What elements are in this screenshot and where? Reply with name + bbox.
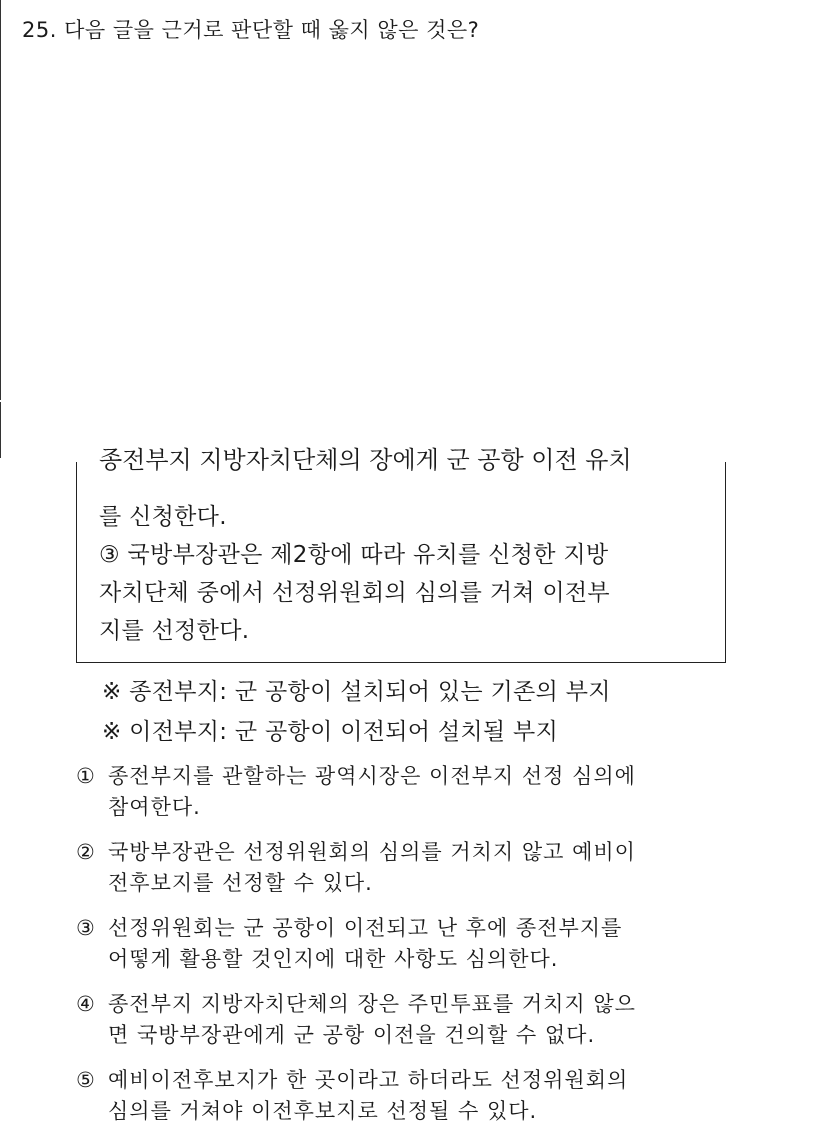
passage-cut-line: 종전부지 지방자치단체의 장에게 군 공항 이전 유치: [99, 446, 632, 474]
option-line: 어떻게 활용할 것인지에 대한 사항도 심의한다.: [108, 947, 559, 971]
option-line: 종전부지를 관할하는 광역시장은 이전부지 선정 심의에: [108, 764, 636, 788]
option-line: 선정위원회는 군 공항이 이전되고 난 후에 종전부지를: [108, 916, 623, 940]
passage-line: ③ 국방부장관은 제2항에 따라 유치를 신청한 지방: [99, 542, 609, 568]
option-5[interactable]: [76, 1065, 816, 1127]
option-number: ③: [76, 916, 95, 940]
page-margin-rule: [0, 0, 1, 400]
option-1[interactable]: [76, 761, 816, 823]
option-number: ①: [76, 764, 95, 788]
footnotes: [102, 672, 611, 752]
passage-text: [99, 498, 610, 650]
option-text: [108, 913, 622, 975]
option-line: 심의를 거쳐야 이전후보지로 선정될 수 있다.: [108, 1099, 538, 1123]
option-2[interactable]: [76, 837, 816, 899]
option-line: 종전부지 지방자치단체의 장은 주민투표를 거치지 않으: [108, 992, 636, 1016]
passage-line: 지를 선정한다.: [99, 618, 250, 644]
option-line: 면 국방부장관에게 군 공항 이전을 건의할 수 없다.: [108, 1023, 596, 1047]
option-text: [108, 761, 636, 823]
option-line: 국방부장관은 선정위원회의 심의를 거치지 않고 예비이: [108, 840, 636, 864]
footnote-prior-site: ※ 종전부지: 군 공항이 설치되어 있는 기존의 부지: [102, 679, 611, 705]
option-line: 전후보지를 선정할 수 있다.: [108, 871, 373, 895]
option-number: ⑤: [76, 1068, 95, 1092]
option-line: 예비이전후보지가 한 곳이라고 하더라도 선정위원회의: [108, 1068, 629, 1092]
footnote-relocation-site: ※ 이전부지: 군 공항이 이전되어 설치될 부지: [102, 719, 559, 745]
answer-options: [76, 761, 816, 1141]
option-4[interactable]: [76, 989, 816, 1051]
option-3[interactable]: [76, 913, 816, 975]
passage-line: 자치단체 중에서 선정위원회의 심의를 거쳐 이전부: [99, 580, 610, 606]
question-title: 25. 다음 글을 근거로 판단할 때 옳지 않은 것은?: [22, 18, 480, 42]
option-line: 참여한다.: [108, 795, 201, 819]
option-text: [108, 989, 636, 1051]
option-text: [108, 1065, 628, 1127]
passage-line: 를 신청한다.: [99, 504, 227, 530]
option-number: ④: [76, 992, 95, 1016]
option-text: [108, 837, 636, 899]
option-number: ②: [76, 840, 95, 864]
passage-box: [76, 446, 726, 663]
page-margin-rule-lower: [0, 402, 1, 458]
